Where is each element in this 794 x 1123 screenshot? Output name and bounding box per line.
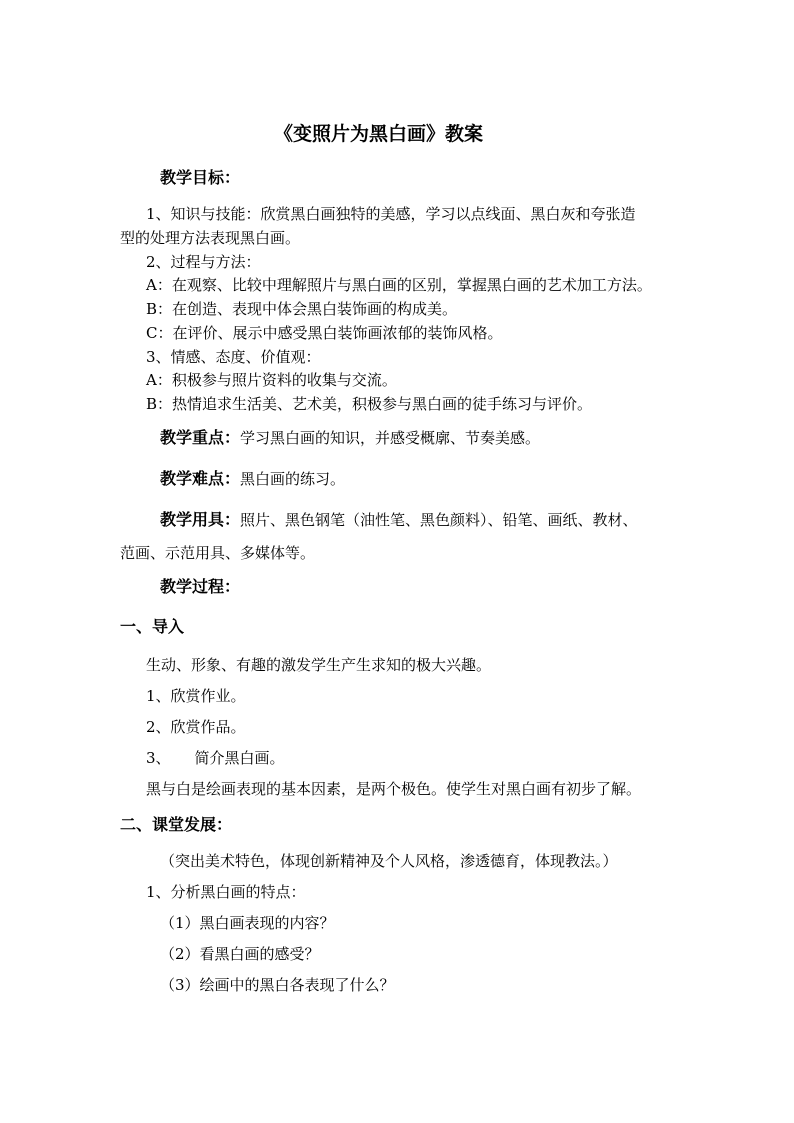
objective-2-a: A：在观察、比较中理解照片与黑白画的区别，掌握黑白画的艺术加工方法。 bbox=[146, 276, 652, 294]
difficulties-label: 教学难点： bbox=[160, 469, 241, 488]
section-2-heading: 二、课堂发展： bbox=[120, 815, 233, 834]
objective-1-line-a: 1、知识与技能：欣赏黑白画独特的美感，学习以点线面、黑白灰和夸张造 bbox=[146, 205, 636, 223]
tools-line-b: 范画、示范用具、多媒体等。 bbox=[120, 544, 316, 562]
section-1-heading: 一、导入 bbox=[120, 617, 185, 636]
section-2-item-1: 1、分析黑白画的特点： bbox=[146, 883, 306, 901]
difficulties-text: 黑白画的练习。 bbox=[240, 470, 346, 488]
objective-3-a: A：积极参与照片资料的收集与交流。 bbox=[146, 371, 397, 389]
objective-2-c: C：在评价、展示中感受黑白装饰画浓郁的装饰风格。 bbox=[146, 324, 503, 342]
section-1-item-3-text: 简介黑白画。 bbox=[194, 749, 285, 767]
page-title: 《变照片为黑白画》教案 bbox=[274, 123, 484, 145]
section-1-item-3 bbox=[146, 748, 285, 768]
objective-2-b: B：在创造、表现中体会黑白装饰画的构成美。 bbox=[146, 300, 458, 318]
section-1-item-3-number: 3、 bbox=[146, 749, 171, 767]
tools-label: 教学用具： bbox=[160, 510, 241, 529]
difficulties bbox=[160, 469, 345, 489]
key-points-label: 教学重点： bbox=[160, 428, 241, 447]
section-2-question-1: （1）黑白画表现的内容？ bbox=[160, 914, 335, 932]
tools-line-a bbox=[160, 510, 638, 530]
key-points bbox=[160, 428, 540, 448]
section-1-summary: 黑与白是绘画表现的基本因素，是两个极色。使学生对黑白画有初步了解。 bbox=[146, 780, 642, 798]
key-points-text: 学习黑白画的知识，并感受概廓、节奏美感。 bbox=[240, 429, 541, 447]
objectives-heading: 教学目标： bbox=[160, 168, 241, 187]
section-1-item-2: 2、欣赏作品。 bbox=[146, 718, 246, 736]
section-1-intro: 生动、形象、有趣的激发学生产生求知的极大兴趣。 bbox=[146, 656, 492, 674]
process-heading: 教学过程： bbox=[160, 577, 241, 596]
tools-text-a: 照片、黑色钢笔（油性笔、黑色颜料）、铅笔、画纸、教材、 bbox=[240, 511, 638, 529]
objective-3: 3、情感、态度、价值观： bbox=[146, 348, 321, 366]
section-2-note: （突出美术特色，体现创新精神及个人风格，渗透德育，体现教法。） bbox=[160, 852, 618, 870]
section-1-item-1: 1、欣赏作业。 bbox=[146, 687, 246, 705]
section-2-question-3: （3）绘画中的黑白各表现了什么？ bbox=[160, 976, 395, 994]
objective-2: 2、过程与方法： bbox=[146, 253, 261, 271]
section-2-question-2: （2）看黑白画的感受？ bbox=[160, 945, 320, 963]
objective-3-b: B：热情追求生活美、艺术美，积极参与黑白画的徒手练习与评价。 bbox=[146, 395, 593, 413]
objective-1-line-b: 型的处理方法表现黑白画。 bbox=[120, 229, 301, 247]
